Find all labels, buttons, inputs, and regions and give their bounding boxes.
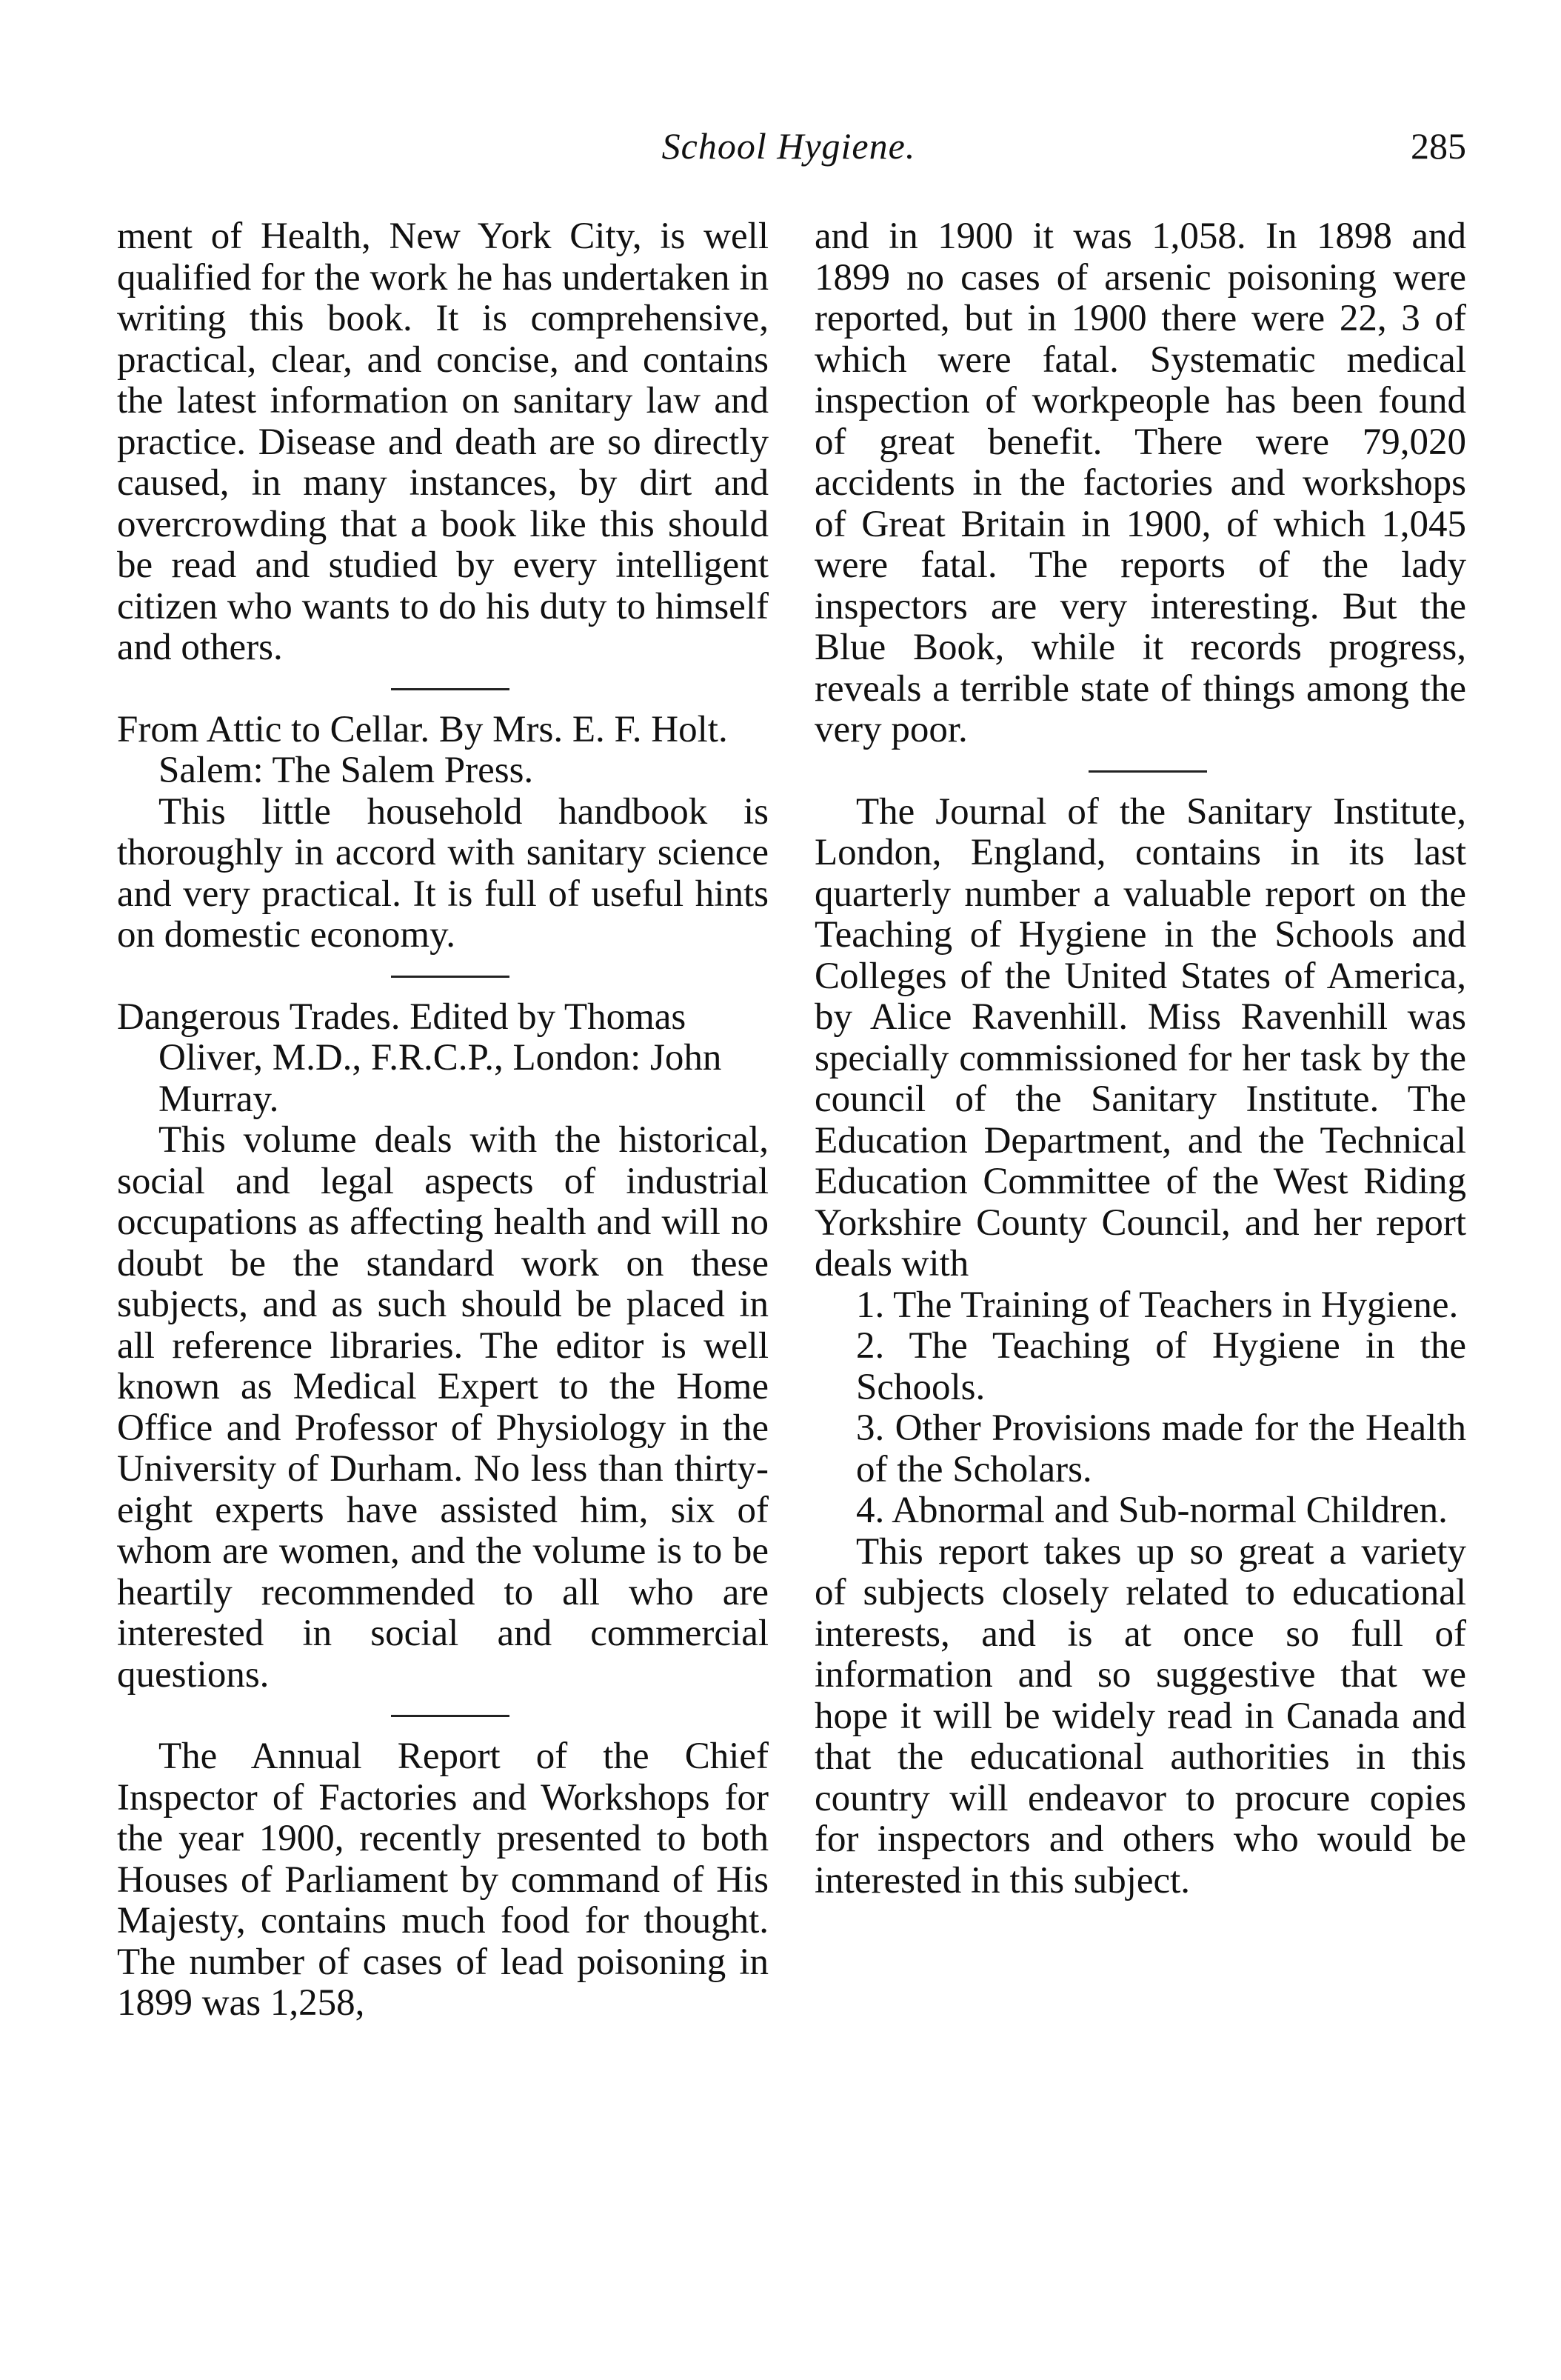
- journal-item: 3. Other Provisions made for the Health of the Scholars.: [856, 1407, 1466, 1490]
- page-number: 285: [1411, 125, 1466, 167]
- journal-item: 1. The Training of Teachers in Hygiene.: [856, 1284, 1459, 1326]
- review-body-attic: This little household handbook is thoroughly in accord with sanitary science and very practical. It is full of useful hints on domestic economy.: [117, 790, 769, 956]
- right-column: [815, 216, 1466, 1901]
- journal-item: 4. Abnormal and Sub-normal Children.: [856, 1490, 1448, 1531]
- section-rule: [391, 1715, 509, 1717]
- intro-paragraph: ment of Health, New York City, is well qualified for the work he has undertaken in writing this book. It is comprehensive, practical, clear, and concise, and contains the latest information on sanitary law and practice. Disease and death are so directly caused, in many instances, by dirt and overcrowding that a book like this should be read and studied by every intelligent citizen who wants to do his duty to himself and others.: [117, 216, 769, 668]
- review-citation-trades: Dangerous Trades. Edited by Thomas Oliver, M.D., F.R.C.P., London: John Murray.: [117, 996, 722, 1120]
- journal-conclusion: This report takes up so great a variety of subjects closely related to educational interests, and is at once so full of information and so suggestive that we hope it will be widely read in Canada and that the educational authorities in this country will endeavor to procure copies for inspectors and others who would be interested in this subject.: [815, 1530, 1466, 1901]
- section-rule: [391, 688, 509, 690]
- left-column: [117, 216, 769, 2024]
- review-citation-attic: From Attic to Cellar. By Mrs. E. F. Holt. Salem: The Salem Press.: [117, 708, 728, 791]
- section-rule: [1089, 770, 1207, 773]
- annual-report-continuation: and in 1900 it was 1,058. In 1898 and 1899 no cases of arsenic poisoning were reported, but in 1900 there were 22, 3 of which were fatal. Systematic medical inspection of workpeople has been found of great benefit. There were 79,020 accidents in the factories and workshops of Great Britain in 1900, of which 1,045 were fatal. The reports of the lady inspectors are very interesting. But the Blue Book, while it records progress, reveals a terrible state of things among the very poor.: [815, 216, 1466, 750]
- running-title: School Hygiene.: [661, 125, 916, 167]
- review-body-trades: This volume deals with the historical, social and legal aspects of industrial occupations as affecting health and will no doubt be the standard work on these subjects, and as such should be placed in all reference libraries. The editor is well known as Medical Expert to the Home Office and Professor of Physiology in the University of Durham. No less than thirty-eight experts have assisted him, six of whom are women, and the volume is to be heartily recommended to all who are interested in social and commercial questions.: [117, 1119, 769, 1696]
- journal-paragraph: The Journal of the Sanitary Institute, London, England, contains in its last quarterly number a valuable report on the Teaching of Hygiene in the Schools and Colleges of the United States of America, by Alice Ravenhill. Miss Ravenhill was specially commissioned for her task by the council of the Sanitary Institute. The Education Department, and the Technical Education Committee of the West Riding Yorkshire County Council, and her report deals with: [815, 790, 1466, 1284]
- section-rule: [391, 976, 509, 978]
- journal-item: 2. The Teaching of Hygiene in the Schools.: [856, 1325, 1466, 1408]
- annual-report-paragraph: The Annual Report of the Chief Inspector of Factories and Workshops for the year 1900, recently presented to both Houses of Parliament by command of His Majesty, contains much food for thought. The number of cases of lead poisoning in 1899 was 1,258,: [117, 1736, 769, 2024]
- running-head: [111, 124, 1466, 184]
